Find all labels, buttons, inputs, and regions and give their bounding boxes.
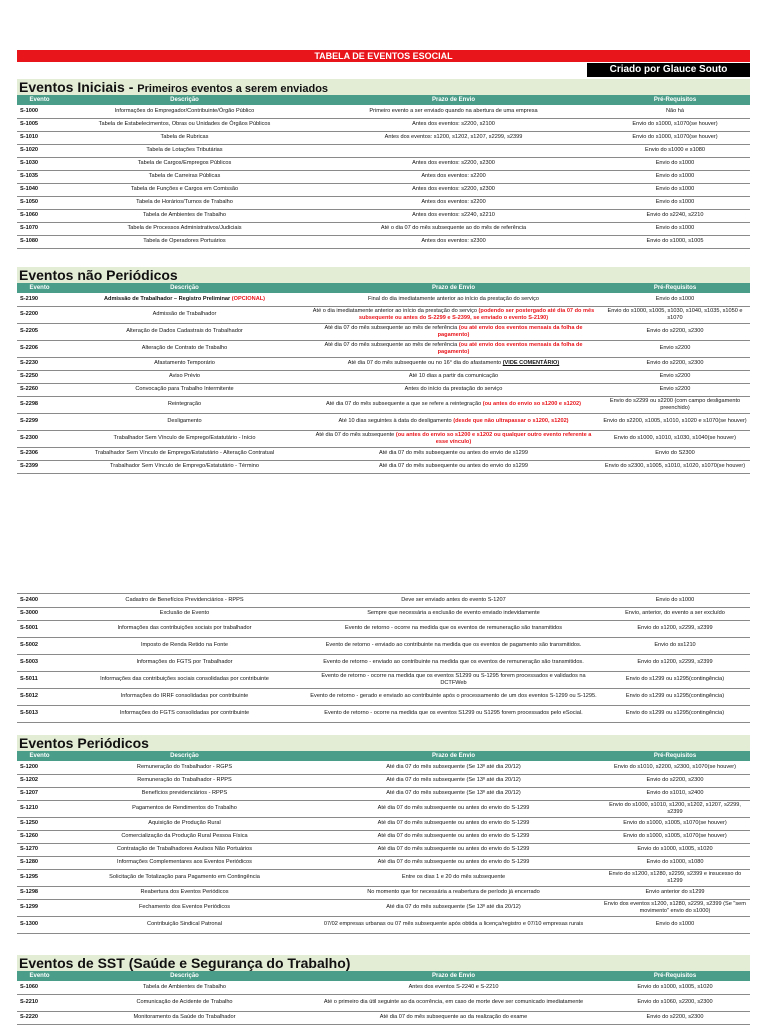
table-row	[17, 183, 750, 196]
event-deadline: Até dia 07 do mês subsequente (Se 13º até dia 20/12)	[307, 787, 600, 800]
event-code: S-1040	[17, 183, 62, 196]
event-deadline: Evento de retorno - ocorre na medida que os eventos S1299 ou S-1295 forem processados e validados na DCTFWeb	[307, 671, 600, 688]
table-row	[17, 856, 750, 869]
table-row	[17, 370, 750, 383]
table-row	[17, 800, 750, 817]
event-deadline: Antes dos eventos: s2240, s2210	[307, 209, 600, 222]
table-row	[17, 413, 750, 430]
event-description: Fechamento dos Eventos Periódicos	[62, 899, 307, 916]
table-row	[17, 1011, 750, 1024]
event-deadline: Sempre que necessária a exclusão de evento enviado indevidamente	[307, 607, 600, 620]
table-row	[17, 235, 750, 248]
event-prerequisites: Envio do s1000	[600, 293, 750, 306]
col-evento: Evento	[17, 95, 62, 105]
table-row	[17, 170, 750, 183]
event-description: Informações do IRRF consolidadas por contribuinte	[62, 688, 307, 705]
event-prerequisites: Envio do s2299 ou s2200 (com campo desligamento preenchido)	[600, 396, 750, 413]
event-code: S-2205	[17, 323, 62, 340]
event-description: Alteração de Dados Cadastrais do Trabalhador	[62, 323, 307, 340]
event-deadline: Deve ser enviado antes do evento S-1207	[307, 594, 600, 607]
table-row	[17, 222, 750, 235]
event-description: Comercialização da Produção Rural Pessoa Física	[62, 830, 307, 843]
col-prerequisitos: Pré-Requisitos	[600, 751, 750, 761]
event-deadline: Até dia 07 do mês subsequente (ou antes do envio so s1200 e s1202 ou qualquer outro evento referente a esse vínculo)	[307, 430, 600, 447]
table-row	[17, 118, 750, 131]
event-description: Informações das contribuições sociais consolidadas por contribuinte	[62, 671, 307, 688]
event-prerequisites: Envio do s2200, s2300	[600, 774, 750, 787]
event-code: S-2400	[17, 594, 62, 607]
event-deadline: Até o dia 07 do mês subsequente ao do mês de referência	[307, 222, 600, 235]
event-code: S-1030	[17, 157, 62, 170]
event-prerequisites: Não há	[600, 105, 750, 118]
event-prerequisites: Envio do s1200, s2299, s2399	[600, 620, 750, 637]
event-code: S-2300	[17, 430, 62, 447]
table-sst	[17, 971, 750, 1025]
event-deadline: Evento de retorno - enviado ao contribuinte na medida que os eventos de pagamento são transmitidos.	[307, 637, 600, 654]
event-description: Tabela de Estabelecimentos, Obras ou Unidades de Órgãos Públicos	[62, 118, 307, 131]
event-prerequisites: Envio do s2200, s2300	[600, 1011, 750, 1024]
event-deadline: Até dia 07 do mês subsequente ou antes do envio do s1299	[307, 460, 600, 473]
event-code: S-1270	[17, 843, 62, 856]
event-prerequisites: Envio do s2200, s1005, s1010, s1020 e s1070(se houver)	[600, 413, 750, 430]
table-row	[17, 817, 750, 830]
event-code: S-2190	[17, 293, 62, 306]
event-deadline: Até dia 07 do mês subsequente ou no 16° dia do afastamento (VIDE COMENTÁRIO)	[307, 357, 600, 370]
event-deadline: Evento de retorno - ocorre na medida que os eventos S1299 ou S1295 forem processados pelo eSocial.	[307, 705, 600, 722]
table-row	[17, 209, 750, 222]
event-prerequisites: Envio s2200	[600, 340, 750, 357]
event-deadline: Antes dos eventos: s2200, s2100	[307, 118, 600, 131]
event-code: S-1298	[17, 886, 62, 899]
col-prerequisitos: Pré-Requisitos	[600, 971, 750, 981]
event-prerequisites: Envio do s1000	[600, 196, 750, 209]
event-prerequisites: Envio dos eventos s1200, s1280, s2299, s2399 (Se "sem movimento" envio do s1000)	[600, 899, 750, 916]
table-row	[17, 761, 750, 774]
event-description: Trabalhador Sem Vínculo de Emprego/Estatutário - Início	[62, 430, 307, 447]
event-code: S-2306	[17, 447, 62, 460]
event-description: Tabela de Operadores Portuários	[62, 235, 307, 248]
event-deadline: Antes dos eventos: s2200, s2300	[307, 157, 600, 170]
table-row	[17, 196, 750, 209]
event-description: Remuneração do Trabalhador - RPPS	[62, 774, 307, 787]
event-code: S-2230	[17, 357, 62, 370]
event-code: S-1060	[17, 209, 62, 222]
table-row	[17, 447, 750, 460]
event-prerequisites: Envio do s1299 ou s1295(contingência)	[600, 688, 750, 705]
event-code: S-1000	[17, 105, 62, 118]
event-prerequisites: Envio s2200	[600, 383, 750, 396]
event-prerequisites: Envio do s1000, s1070(se houver)	[600, 118, 750, 131]
event-description: Pagamentos de Rendimentos do Trabalho	[62, 800, 307, 817]
table-row	[17, 323, 750, 340]
event-description: Informações do FGTS por Trabalhador	[62, 654, 307, 671]
col-evento: Evento	[17, 751, 62, 761]
event-deadline: No momento que for necessária a reabertura de período já encerrado	[307, 886, 600, 899]
event-description: Admissão de Trabalhador	[62, 306, 307, 323]
table-nao-periodicos	[17, 283, 750, 474]
event-prerequisites: Envio do ss1210	[600, 637, 750, 654]
event-code: S-1010	[17, 131, 62, 144]
table-row	[17, 671, 750, 688]
event-prerequisites: Envio do s1000	[600, 170, 750, 183]
table-row	[17, 157, 750, 170]
event-deadline: Evento de retorno - enviado ao contribuinte na medida que os eventos de remuneração são transmitidos.	[307, 654, 600, 671]
table-row	[17, 886, 750, 899]
event-code: S-1207	[17, 787, 62, 800]
table-row	[17, 131, 750, 144]
event-prerequisites: Envio do s1000, s1005, s1070(se houver)	[600, 830, 750, 843]
col-prazo: Prazo de Envio	[307, 971, 600, 981]
event-deadline: Até dia 07 do mês subsequente ou antes do envio do S-1299	[307, 800, 600, 817]
event-prerequisites: Envio do s1000	[600, 222, 750, 235]
event-code: S-2399	[17, 460, 62, 473]
event-deadline: Até o primeiro dia útil seguinte ao da ocorrência, em caso de morte deve ser comunicado imediatamente	[307, 994, 600, 1011]
col-descricao: Descrição	[62, 283, 307, 293]
event-prerequisites: Envio do s1000, s1005, s1020	[600, 981, 750, 994]
event-description: Contratação de Trabalhadores Avulsos Não Portuários	[62, 843, 307, 856]
event-prerequisites: Envio do s1000, s1005	[600, 235, 750, 248]
event-description: Exclusão de Evento	[62, 607, 307, 620]
event-prerequisites: Envio do s1000	[600, 157, 750, 170]
event-prerequisites: Envio do s1000, s1080	[600, 856, 750, 869]
event-description: Monitoramento da Saúde do Trabalhador	[62, 1011, 307, 1024]
event-deadline: Antes dos eventos: s1200, s1202, s1207, s2299, s2399	[307, 131, 600, 144]
event-code: S-1280	[17, 856, 62, 869]
event-deadline: Antes dos eventos S-2240 e S-2210	[307, 981, 600, 994]
event-deadline: Até dia 07 do mês subsequente ou antes do envio do S-1299	[307, 830, 600, 843]
event-code: S-2220	[17, 1011, 62, 1024]
page-title: TABELA DE EVENTOS ESOCIAL	[17, 50, 750, 62]
table-row	[17, 144, 750, 157]
event-description: Tabela de Funções e Cargos em Comissão	[62, 183, 307, 196]
table-row	[17, 981, 750, 994]
event-code: S-5013	[17, 705, 62, 722]
event-deadline: Antes dos eventos: s2200	[307, 196, 600, 209]
table-iniciais	[17, 95, 750, 249]
event-description: Reintegração	[62, 396, 307, 413]
col-prazo: Prazo de Envio	[307, 751, 600, 761]
event-description: Informações das contribuições sociais por trabalhador	[62, 620, 307, 637]
event-code: S-2299	[17, 413, 62, 430]
section-title: Eventos de SST (Saúde e Segurança do Trabalho)	[17, 955, 750, 971]
table-row	[17, 620, 750, 637]
event-description: Informações do FGTS consolidadas por contribuinte	[62, 705, 307, 722]
event-code: S-1050	[17, 196, 62, 209]
event-prerequisites: Envio anterior do s1299	[600, 886, 750, 899]
event-prerequisites: Envio do s1060, s2200, s2300	[600, 994, 750, 1011]
event-deadline: Até dia 07 do mês subsequente ou antes do envio do S-1299	[307, 856, 600, 869]
section-iniciais	[17, 79, 750, 249]
event-description: Admissão de Trabalhador – Registro Preliminar (OPCIONAL)	[62, 293, 307, 306]
section-title: Eventos Periódicos	[17, 735, 750, 751]
table-row	[17, 430, 750, 447]
col-descricao: Descrição	[62, 971, 307, 981]
event-code: S-2260	[17, 383, 62, 396]
table-row	[17, 654, 750, 671]
col-prerequisitos: Pré-Requisitos	[600, 283, 750, 293]
event-prerequisites: Envio do s1299 ou s1295(contingência)	[600, 671, 750, 688]
section-outros	[17, 593, 750, 723]
table-row	[17, 340, 750, 357]
event-code: S-2250	[17, 370, 62, 383]
event-deadline: Primeiro evento a ser enviado quando na abertura de uma empresa	[307, 105, 600, 118]
event-code: S-1250	[17, 817, 62, 830]
event-prerequisites: Envio do s1200, s2299, s2399	[600, 654, 750, 671]
event-description: Cadastro de Benefícios Previdenciários - RPPS	[62, 594, 307, 607]
event-description: Alteração de Contrato de Trabalho	[62, 340, 307, 357]
table-row	[17, 396, 750, 413]
event-code: S-5003	[17, 654, 62, 671]
event-description: Tabela de Cargos/Empregos Públicos	[62, 157, 307, 170]
event-deadline: Até dia 07 do mês subsequente ao mês de referência (ou até envio dos eventos mensais da folha de pagamento)	[307, 323, 600, 340]
event-description: Aviso Prévio	[62, 370, 307, 383]
event-prerequisites: Envio do s1000, s1010, s1200, s1202, s1207, s2299, s2399	[600, 800, 750, 817]
event-deadline: Até dia 07 do mês subsequente (Se 13º até dia 20/12)	[307, 761, 600, 774]
table-row	[17, 637, 750, 654]
event-description: Reabertura dos Eventos Periódicos	[62, 886, 307, 899]
event-code: S-5001	[17, 620, 62, 637]
event-deadline: Final do dia imediatamente anterior ao início da prestação do serviço	[307, 293, 600, 306]
event-deadline: Até dia 07 do mês subsequente a que se refere a reintegração (ou antes do envio so s1200 e s1202)	[307, 396, 600, 413]
event-deadline: Até dia 07 do mês subsequente ou antes do envio do S-1299	[307, 817, 600, 830]
event-description: Tabela de Horários/Turnos de Trabalho	[62, 196, 307, 209]
table-row	[17, 293, 750, 306]
event-prerequisites: Envio do s1000, s1005, s1070(se houver)	[600, 817, 750, 830]
event-code: S-1295	[17, 869, 62, 886]
table-row	[17, 843, 750, 856]
col-descricao: Descrição	[62, 751, 307, 761]
event-code: S-1060	[17, 981, 62, 994]
event-prerequisites: Envio do s1200, s1280, s2299, s2399 e insucesso do s1299	[600, 869, 750, 886]
col-evento: Evento	[17, 971, 62, 981]
event-deadline: Até 10 dias a partir da comunicação	[307, 370, 600, 383]
event-description: Tabela de Ambientes de Trabalho	[62, 981, 307, 994]
table-outros	[17, 594, 750, 723]
table-row	[17, 830, 750, 843]
event-deadline: Até 10 dias seguintes à data do desligamento (desde que não ultrapassar o s1200, s1202)	[307, 413, 600, 430]
event-code: S-3000	[17, 607, 62, 620]
table-periodicos	[17, 751, 750, 934]
event-code: S-5002	[17, 637, 62, 654]
event-description: Imposto de Renda Retido na Fonte	[62, 637, 307, 654]
event-description: Tabela de Rubricas	[62, 131, 307, 144]
event-code: S-1070	[17, 222, 62, 235]
event-description: Contribuição Sindical Patronal	[62, 916, 307, 933]
table-row	[17, 460, 750, 473]
event-description: Informações Complementares aos Eventos Periódicos	[62, 856, 307, 869]
event-prerequisites: Envio do s1010, s2400	[600, 787, 750, 800]
event-deadline	[307, 144, 600, 157]
section-periodicos	[17, 735, 750, 934]
event-prerequisites: Envio do s1000, s1070(se houver)	[600, 131, 750, 144]
col-descricao: Descrição	[62, 95, 307, 105]
event-deadline: Evento de retorno - gerado e enviado ao contribuinte após o processamento de um dos eventos S-1299 ou S-1295.	[307, 688, 600, 705]
event-prerequisites: Envio do s1000	[600, 183, 750, 196]
event-code: S-1035	[17, 170, 62, 183]
table-row	[17, 916, 750, 933]
event-prerequisites: Envio do s1000, s1005, s1030, s1040, s1035, s1050 e s1070	[600, 306, 750, 323]
event-deadline: Até dia 07 do mês subsequente (Se 13º até dia 20/12)	[307, 774, 600, 787]
table-row	[17, 306, 750, 323]
event-prerequisites: Envio do s1010, s2200, s2300, s1070(se houver)	[600, 761, 750, 774]
event-description: Aquisição de Produção Rural	[62, 817, 307, 830]
event-description: Desligamento	[62, 413, 307, 430]
table-row	[17, 688, 750, 705]
section-title: Eventos não Periódicos	[17, 267, 750, 283]
table-row	[17, 899, 750, 916]
event-deadline: Antes do início da prestação do serviço	[307, 383, 600, 396]
author-banner: Criado por Glauce Souto	[587, 63, 750, 77]
event-deadline: Antes dos eventos: s2300	[307, 235, 600, 248]
event-code: S-2200	[17, 306, 62, 323]
event-description: Trabalhador Sem Vínculo de Emprego/Estatutário - Término	[62, 460, 307, 473]
event-prerequisites: Envio s2200	[600, 370, 750, 383]
section-nao-periodicos	[17, 267, 750, 474]
event-code: S-1260	[17, 830, 62, 843]
event-description: Tabela de Carreiras Públicas	[62, 170, 307, 183]
event-description: Solicitação de Totalização para Pagamento em Contingência	[62, 869, 307, 886]
event-code: S-1080	[17, 235, 62, 248]
event-code: S-2206	[17, 340, 62, 357]
event-prerequisites: Envio do s2300, s1005, s1010, s1020, s1070(se houver)	[600, 460, 750, 473]
section-sst	[17, 955, 750, 1025]
event-description: Trabalhador Sem Vínculo de Emprego/Estatutário - Alteração Contratual	[62, 447, 307, 460]
event-prerequisites: Envio do s1000 e s1080	[600, 144, 750, 157]
event-description: Comunicação de Acidente de Trabalho	[62, 994, 307, 1011]
event-description: Tabela de Lotações Tributárias	[62, 144, 307, 157]
event-deadline: 07/02 empresas urbanas ou 07 mês subsequente após obtida a licença/registro e 07/10 empresas rurais	[307, 916, 600, 933]
event-prerequisites: Envio do s1299 ou s1295(contingência)	[600, 705, 750, 722]
table-row	[17, 383, 750, 396]
event-deadline: Antes dos eventos: s2200, s2300	[307, 183, 600, 196]
event-code: S-2210	[17, 994, 62, 1011]
event-deadline: Até dia 07 do mês subsequente ao da realização do exame	[307, 1011, 600, 1024]
table-row	[17, 994, 750, 1011]
event-deadline: Antes dos eventos: s2200	[307, 170, 600, 183]
event-code: S-1202	[17, 774, 62, 787]
col-prazo: Prazo de Envio	[307, 95, 600, 105]
col-evento: Evento	[17, 283, 62, 293]
event-code: S-2298	[17, 396, 62, 413]
event-prerequisites: Envio do s2200, s2300	[600, 357, 750, 370]
event-prerequisites: Envio, anterior, do evento a ser excluído	[600, 607, 750, 620]
col-prazo: Prazo de Envio	[307, 283, 600, 293]
event-description: Benefícios previdenciários - RPPS	[62, 787, 307, 800]
event-description: Tabela de Processos Administrativos/Judiciais	[62, 222, 307, 235]
event-code: S-5011	[17, 671, 62, 688]
table-row	[17, 105, 750, 118]
table-row	[17, 774, 750, 787]
event-prerequisites: Envio do s1000, s1010, s1030, s1040(se houver)	[600, 430, 750, 447]
event-deadline: Entre os dias 1 e 20 do mês subsequente	[307, 869, 600, 886]
event-prerequisites: Envio do s1000, s1005, s1020	[600, 843, 750, 856]
event-description: Tabela de Ambientes de Trabalho	[62, 209, 307, 222]
event-description: Remuneração do Trabalhador - RGPS	[62, 761, 307, 774]
event-deadline: Até dia 07 do mês subsequente ou antes do envio do S-1299	[307, 843, 600, 856]
event-deadline: Até dia 07 do mês subsequente ou antes do envio de s1299	[307, 447, 600, 460]
event-prerequisites: Envio do s2200, s2300	[600, 323, 750, 340]
event-prerequisites: Envio do s2240, s2210	[600, 209, 750, 222]
event-description: Informações do Empregador/Contribuinte/Órgão Público	[62, 105, 307, 118]
table-row	[17, 869, 750, 886]
event-code: S-1210	[17, 800, 62, 817]
table-row	[17, 357, 750, 370]
event-deadline: Até dia 07 do mês subsequente ao mês de referência (ou até envio dos eventos mensais da folha de pagamento)	[307, 340, 600, 357]
event-prerequisites: Envio do s1000	[600, 916, 750, 933]
section-title: Eventos Iniciais - Primeiros eventos a serem enviados	[17, 79, 750, 95]
event-prerequisites: Envio do s1000	[600, 594, 750, 607]
event-deadline: Até o dia imediatamente anterior ao início da prestação do serviço (podendo ser postergado até dia 07 do mês subsequente ou antes do S-2299 e S-2399, se enviado o evento S-2190)	[307, 306, 600, 323]
event-description: Convocação para Trabalho Intermitente	[62, 383, 307, 396]
event-code: S-1299	[17, 899, 62, 916]
event-deadline: Até dia 07 do mês subsequente (Se 13º até dia 20/12)	[307, 899, 600, 916]
event-prerequisites: Envio do S2300	[600, 447, 750, 460]
col-prerequisitos: Pré-Requisitos	[600, 95, 750, 105]
table-row	[17, 787, 750, 800]
event-deadline: Evento de retorno - ocorre na medida que os eventos de remuneração são transmitidos	[307, 620, 600, 637]
table-row	[17, 594, 750, 607]
event-description: Afastamento Temporário	[62, 357, 307, 370]
table-row	[17, 705, 750, 722]
event-code: S-5012	[17, 688, 62, 705]
event-code: S-1200	[17, 761, 62, 774]
event-code: S-1300	[17, 916, 62, 933]
table-row	[17, 607, 750, 620]
event-code: S-1020	[17, 144, 62, 157]
event-code: S-1005	[17, 118, 62, 131]
